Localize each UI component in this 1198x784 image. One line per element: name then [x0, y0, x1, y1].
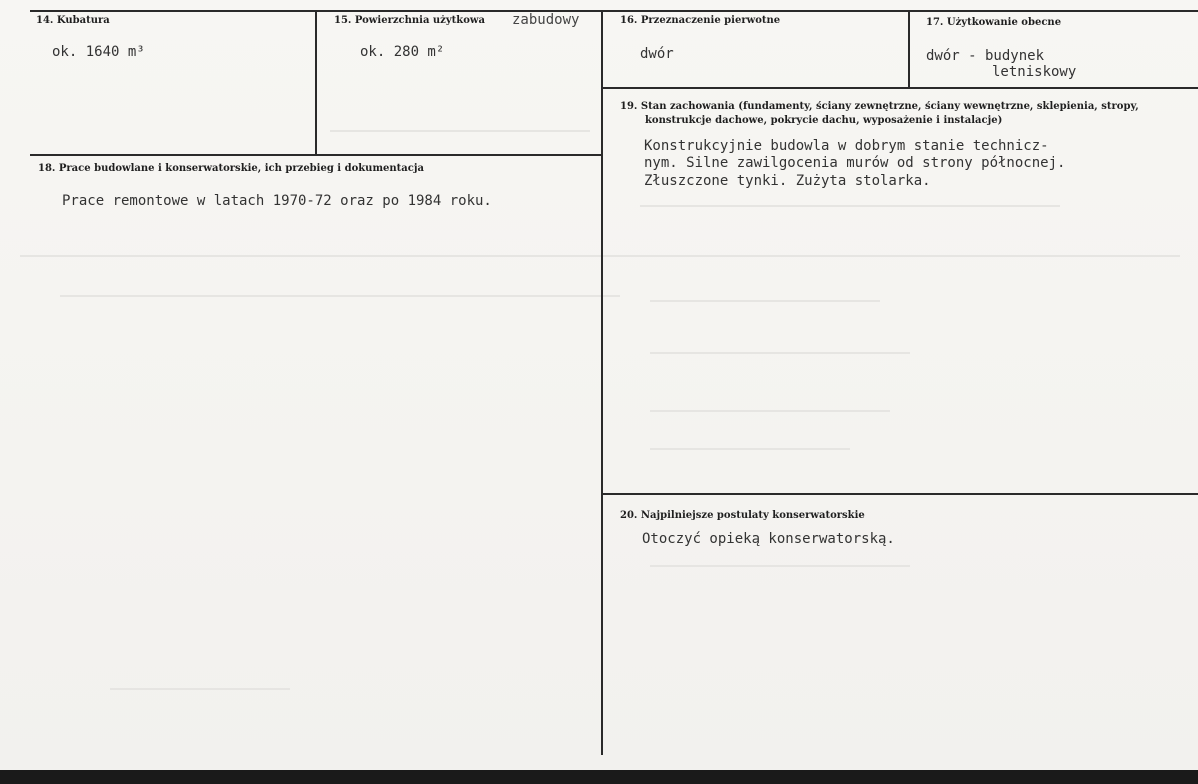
field-16-value: dwór	[640, 46, 674, 62]
bleed-through-line	[650, 300, 880, 302]
divider-16-17-bottom	[601, 87, 1198, 89]
bleed-through-line	[60, 295, 620, 297]
field-15-value: ok. 280 m²	[360, 44, 445, 60]
field-16-label: 16. Przeznaczenie pierwotne	[620, 15, 781, 26]
field-19-label-line1: 19. Stan zachowania (fundamenty, ściany zewnętrzne, ściany wewnętrzne, sklepienia, stropy,	[620, 101, 1139, 112]
field-17-value-line1: dwór - budynek	[926, 48, 1045, 64]
bleed-through-line	[110, 688, 290, 690]
divider-19-20	[601, 493, 1198, 495]
field-18-label: 18. Prace budowlane i konserwatorskie, ich przebieg i dokumentacja	[38, 163, 424, 174]
field-19-value-line2: nym. Silne zawilgocenia murów od strony północnej.	[644, 155, 1066, 171]
divider-16-17	[908, 10, 910, 88]
divider-left-right	[601, 10, 603, 755]
field-19-value-line3: Złuszczone tynki. Zużyta stolarka.	[644, 173, 931, 189]
divider-row-14-18	[30, 154, 602, 156]
scan-edge-band	[0, 770, 1198, 784]
field-20-label: 20. Najpilniejsze postulaty konserwatorskie	[620, 510, 865, 521]
field-15-label-extra: zabudowy	[512, 12, 580, 28]
field-17-value-line2: letniskowy	[992, 64, 1077, 80]
bleed-through-line	[650, 352, 910, 354]
field-15-label: 15. Powierzchnia użytkowa	[334, 15, 485, 26]
bleed-through-line	[650, 410, 890, 412]
bleed-through-line	[330, 130, 590, 132]
field-19-label-line2: konstrukcje dachowe, pokrycie dachu, wyposażenie i instalacje)	[645, 115, 1003, 126]
bleed-through-line	[640, 205, 1060, 207]
bleed-through-line	[650, 448, 850, 450]
divider-14-15	[315, 10, 317, 155]
field-19-value-line1: Konstrukcyjnie budowla w dobrym stanie technicz-	[644, 138, 1049, 154]
bleed-through-line	[20, 255, 1180, 257]
bleed-through-line	[650, 565, 910, 567]
field-14-label: 14. Kubatura	[36, 15, 110, 26]
field-14-value: ok. 1640 m³	[52, 44, 145, 60]
field-18-value: Prace remontowe w latach 1970-72 oraz po 1984 roku.	[62, 193, 492, 209]
top-border	[30, 10, 1198, 12]
field-17-label: 17. Użytkowanie obecne	[926, 17, 1062, 28]
field-20-value: Otoczyć opieką konserwatorską.	[642, 531, 895, 547]
